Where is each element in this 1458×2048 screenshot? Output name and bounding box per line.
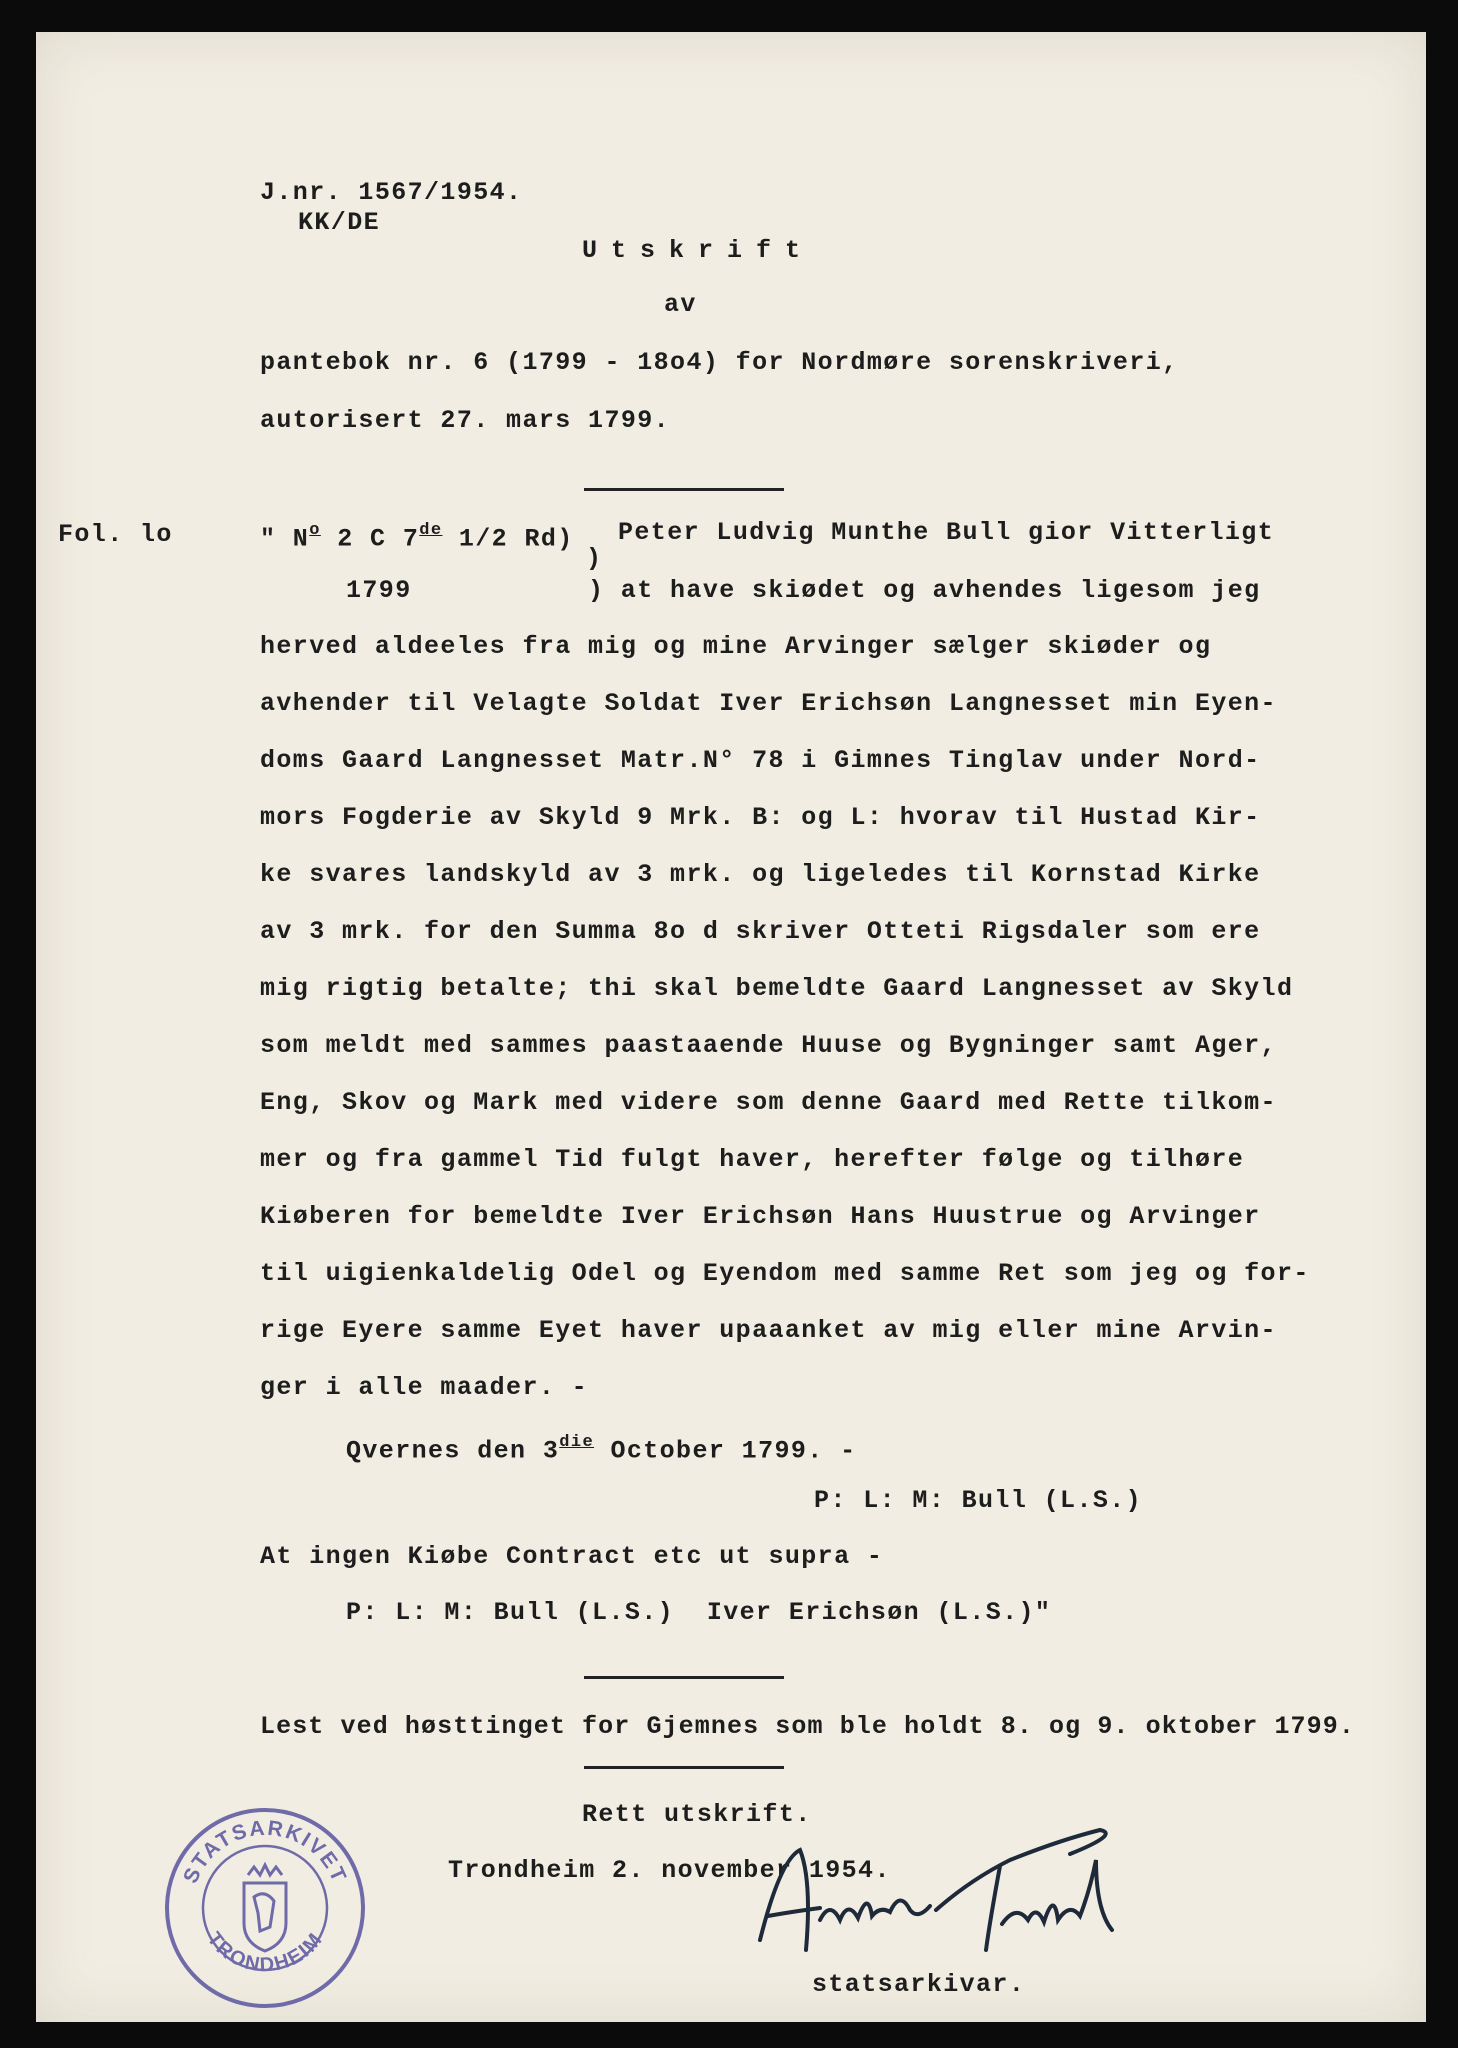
signature-line-2: P: L: M: Bull (L.S.) Iver Erichsøn (L.S.)" xyxy=(346,1598,1052,1627)
entry-paren: ) xyxy=(586,544,603,573)
body-line: Kiøberen for bemeldte Iver Erichsøn Hans Huustrue og Arvinger xyxy=(260,1202,1261,1231)
body-line: til uigienkaldelig Odel og Eyendom med samme Ret som jeg og for- xyxy=(260,1259,1310,1288)
body-line: mig rigtig betalte; thi skal bemeldte Gaard Langnesset av Skyld xyxy=(260,974,1294,1003)
body-line: mer og fra gammel Tid fulgt haver, herefter følge og tilhøre xyxy=(260,1145,1245,1174)
journal-number: J.nr. 1567/1954. xyxy=(260,178,523,207)
subtitle-line-1: pantebok nr. 6 (1799 - 18o4) for Nordmøre sorenskriveri, xyxy=(260,348,1179,377)
body-line: avhender til Velagte Soldat Iver Erichsøn Langnesset min Eyen- xyxy=(260,689,1277,718)
signature-line-1: P: L: M: Bull (L.S.) xyxy=(814,1486,1143,1515)
place-date-line: Qvernes den $3^{die}$ October 1799. - xyxy=(346,1433,857,1466)
body-line: ke svares landskyld av 3 mrk. og ligeledes til Kornstad Kirke xyxy=(260,860,1261,889)
document-page xyxy=(36,32,1426,2022)
body-line: Eng, Skov og Mark med videre som denne Gaard med Rette tilkom- xyxy=(260,1088,1277,1117)
divider-middle xyxy=(584,1676,784,1679)
contract-line: At ingen Kiøbe Contract etc ut supra - xyxy=(260,1542,884,1571)
body-line: rige Eyere samme Eyet haver upaaanket av mig eller mine Arvin- xyxy=(260,1316,1277,1345)
divider-bottom xyxy=(584,1766,784,1769)
subtitle-line-2: autorisert 27. mars 1799. xyxy=(260,406,671,435)
body-line: som meldt med sammes paastaaende Huuse og Bygninger samt Ager, xyxy=(260,1031,1277,1060)
divider-top xyxy=(584,488,784,491)
signature-title: statsarkivar. xyxy=(812,1970,1026,1999)
entry-line-1: Peter Ludvig Munthe Bull gior Vitterligt xyxy=(618,518,1275,547)
body-line: doms Gaard Langnesset Matr.N° 78 i Gimnes Tinglav under Nord- xyxy=(260,746,1261,775)
svg-text:TRONDHEIM: TRONDHEIM xyxy=(202,1927,328,1977)
place-and-date: Trondheim 2. november 1954. xyxy=(448,1856,891,1885)
read-note: Lest ved høsttinget for Gjemnes som ble holdt 8. og 9. oktober 1799. xyxy=(260,1712,1355,1741)
entry-reference: " $N^o$ 2 C 7de 1/2 Rd) xyxy=(260,521,574,554)
margin-folio-note: Fol. lo xyxy=(58,520,173,549)
body-line: mors Fogderie av Skyld 9 Mrk. B: og L: hvorav til Hustad Kir- xyxy=(260,803,1261,832)
certification: Rett utskrift. xyxy=(582,1800,812,1829)
title-av: av xyxy=(664,290,697,319)
body-line: av 3 mrk. for den Summa 8o d skriver Otteti Rigsdaler som ere xyxy=(260,917,1261,946)
entry-line-2: ) at have skiødet og avhendes ligesom jeg xyxy=(588,576,1261,605)
svg-text:STATSARKIVET: STATSARKIVET xyxy=(178,1816,352,1887)
document-title: Utskrift xyxy=(582,236,815,265)
handwritten-signature-icon xyxy=(740,1820,1160,1980)
body-line: herved aldeeles fra mig og mine Arvinger sælger skiøder og xyxy=(260,632,1212,661)
archive-stamp-icon xyxy=(162,1805,368,2011)
initials: KK/DE xyxy=(298,208,381,237)
entry-year: 1799 xyxy=(346,576,412,605)
body-line: ger i alle maader. - xyxy=(260,1373,589,1402)
